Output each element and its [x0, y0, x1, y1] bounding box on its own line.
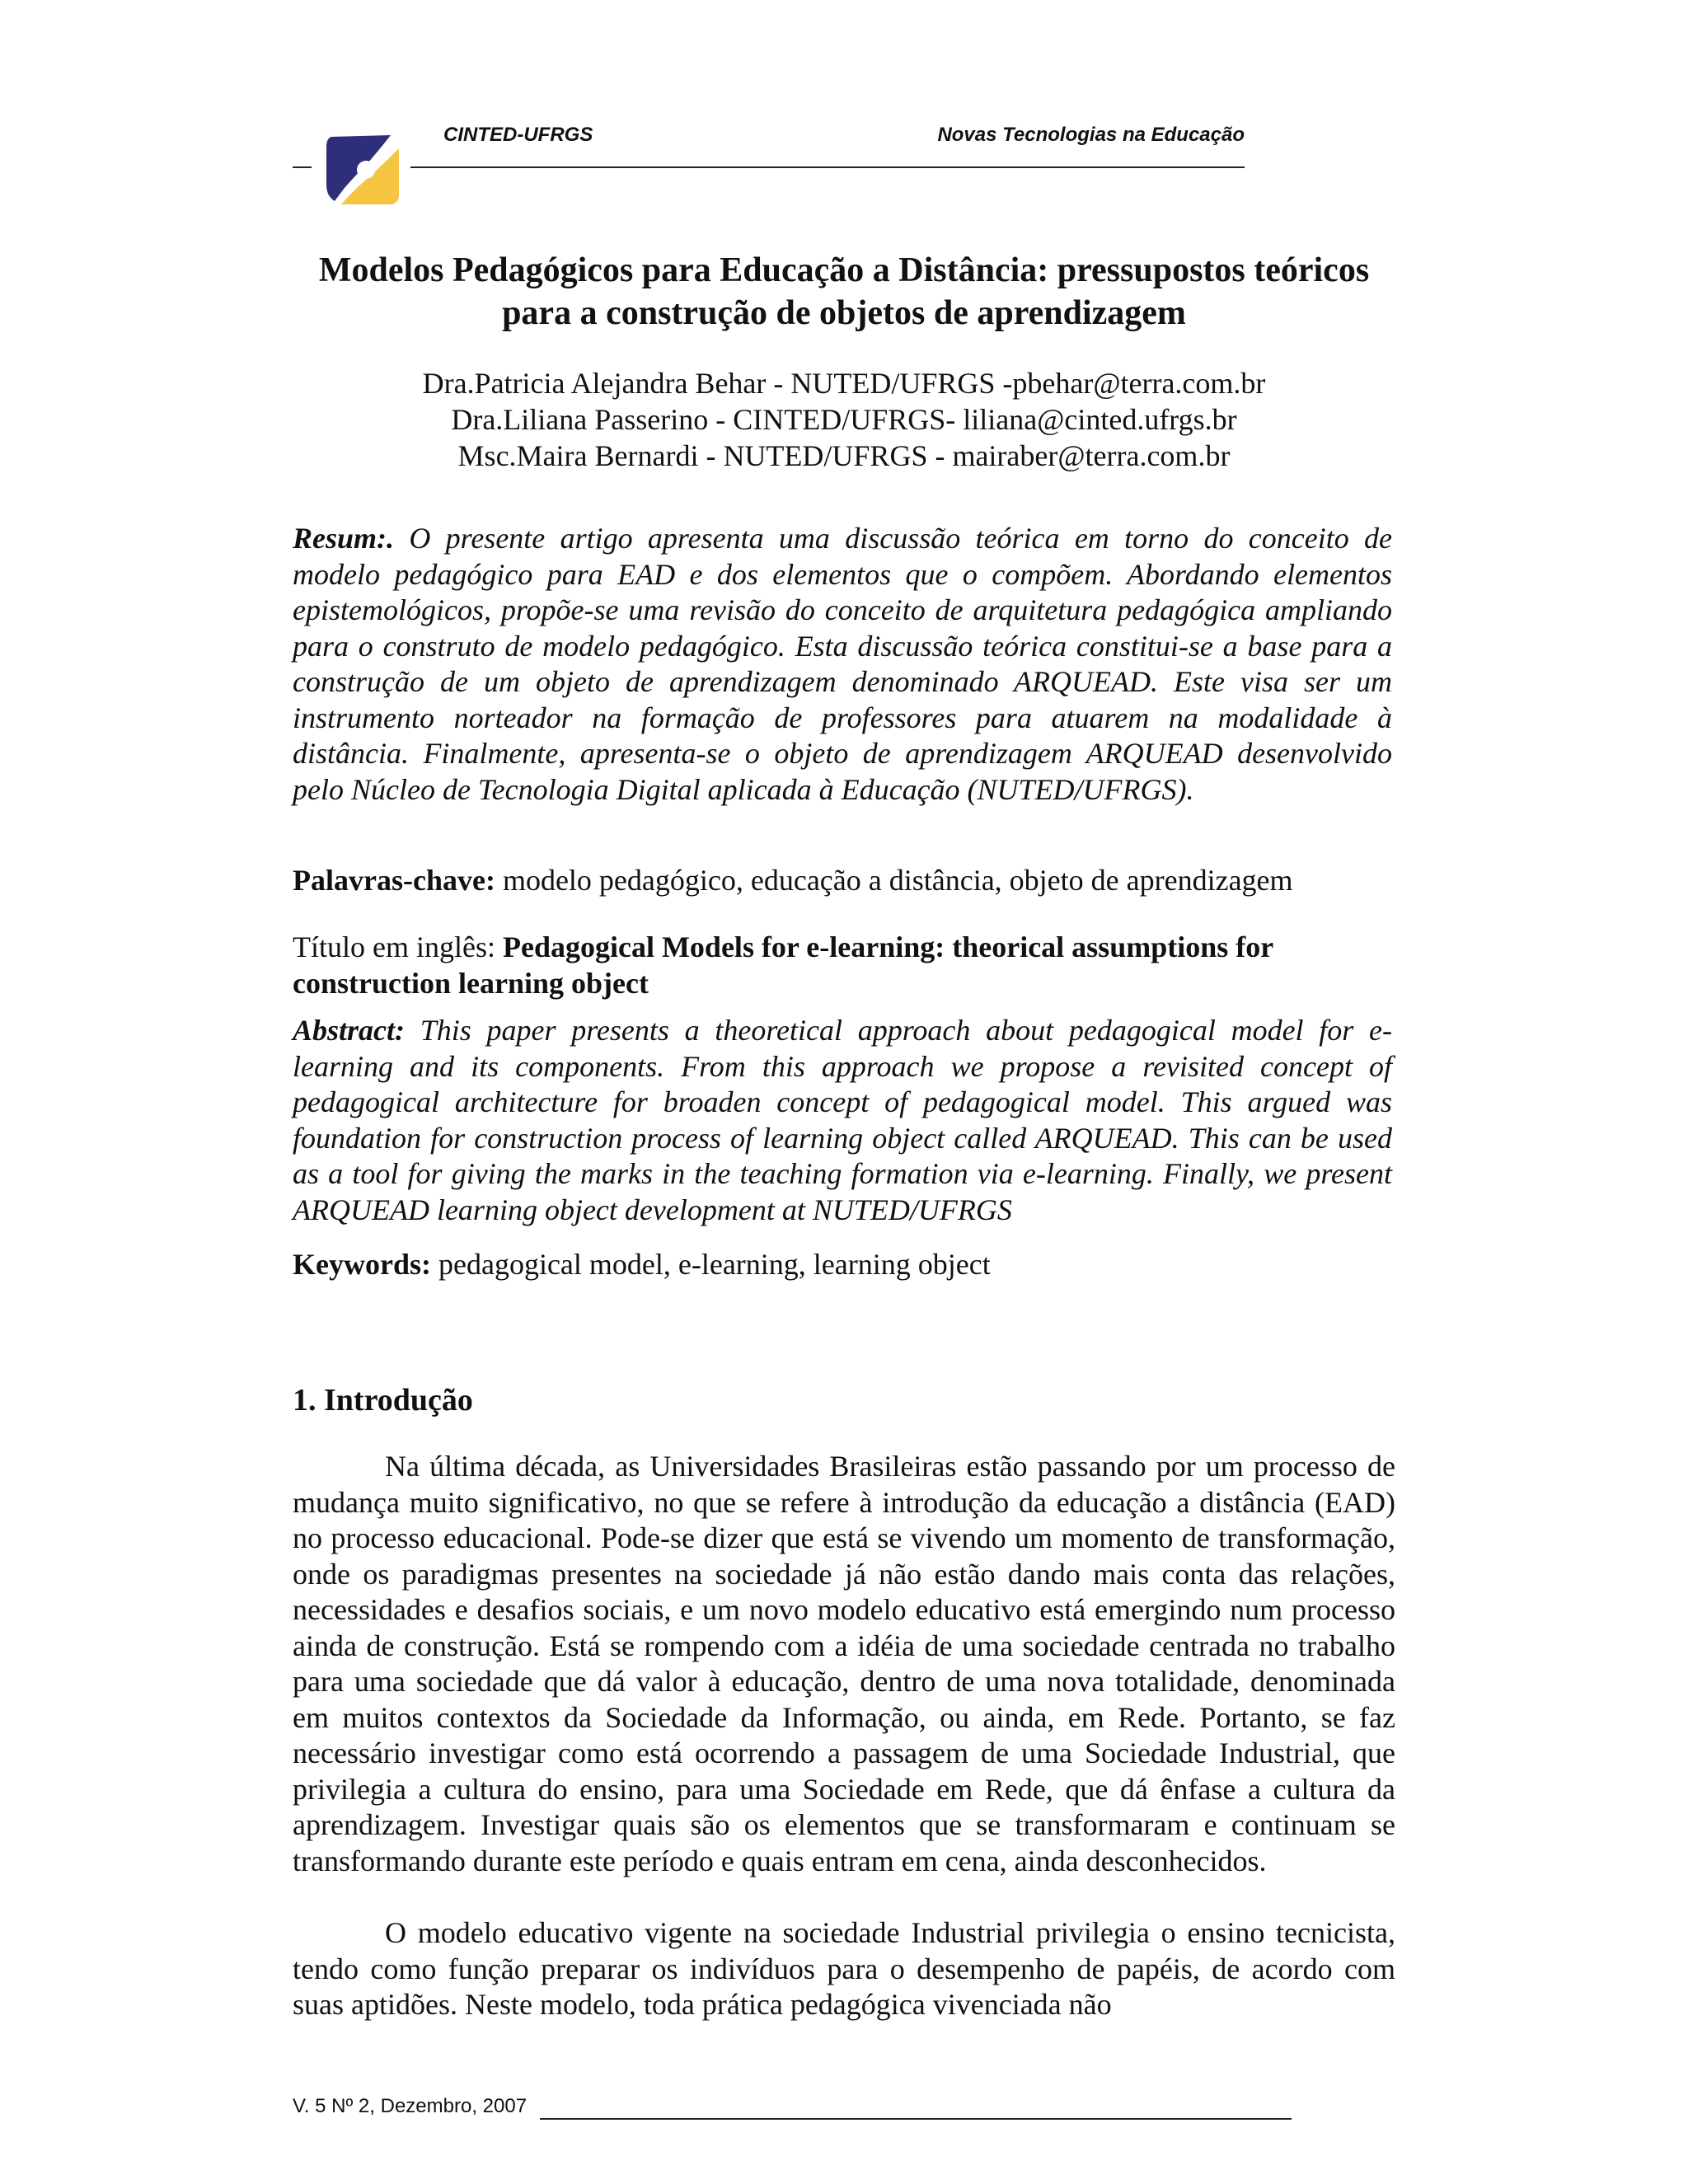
english-title-text: Pedagogical Models for e-learning: theorical assumptions for construction learning object — [293, 930, 1273, 1000]
resumo-text: O presente artigo apresenta uma discussão teórica em torno do conceito de modelo pedagógico para EAD e dos elementos que o compõem. Abordando elementos epistemológicos, propõe-se uma revisão do conceito de arquitetura pedagógica ampliando para o construto de modelo pedagógico. Esta discussão teórica constitui-se a base para a construção de um objeto de aprendizagem denominado ARQUEAD. Este visa ser um instrumento norteador na formação de professores para atuarem na modalidade à distância. Finalmente, apresenta-se o objeto de aprendizagem ARQUEAD desenvolvido pelo Núcleo de Tecnologia Digital aplicada à Educação (NUTED/UFRGS). — [293, 522, 1392, 806]
abstract-label: Abstract: — [293, 1014, 406, 1047]
paper-title: Modelos Pedagógicos para Educação a Distância: pressupostos teóricos para a construção de objetos de aprendizagem — [318, 251, 1370, 332]
cinted-logo-icon — [320, 130, 409, 209]
journal-header-left: CINTED-UFRGS — [443, 124, 593, 146]
abstract-paragraph — [293, 1013, 1392, 1228]
keywords — [293, 1246, 1392, 1282]
english-title-label: Título em inglês: — [293, 930, 495, 963]
palavras-chave-text: modelo pedagógico, educação a distância, objeto de aprendizagem — [502, 864, 1293, 897]
keywords-text: pedagogical model, e-learning, learning object — [438, 1248, 991, 1281]
footer-issue: V. 5 Nº 2, Dezembro, 2007 — [293, 2095, 528, 2117]
author-line: Dra.Patricia Alejandra Behar - NUTED/UFRGS -pbehar@terra.com.br — [422, 367, 1266, 400]
abstract-text: This paper presents a theoretical approach about pedagogical model for e-learning and its components. From this approach we propose a revisited concept of pedagogical architecture for broaden concept of pedagogical model. This argued was foundation for construction process of learning object called ARQUEAD. This can be used as a tool for giving the marks in the teaching formation via e-learning. Finally, we present ARQUEAD learning object development at NUTED/UFRGS — [293, 1014, 1393, 1226]
journal-header-right: Novas Tecnologias na Educação — [937, 124, 1245, 146]
body-paragraph: O modelo educativo vigente na sociedade Industrial privilegia o ensino tecnicista, tendo como função preparar os indivíduos para o desempenho de papéis, de acordo com suas aptidões. Neste modelo, toda prática pedagógica vivenciada não — [293, 1916, 1395, 2021]
resumo-label: Resum:. — [293, 522, 395, 555]
palavras-chave — [293, 862, 1392, 898]
palavras-chave-label: Palavras-chave: — [293, 864, 495, 897]
body-paragraph: Na última década, as Universidades Brasileiras estão passando por um processo de mudança muito significativo, no que se refere à introdução da educação a distância (EAD) no processo educacional. Pode-se dizer que está se vivendo um momento de transformação, onde os paradigmas presentes na sociedade já não estão dando mais conta das relações, necessidades e desafios sociais, e um novo modelo educativo está emergindo num processo ainda de construção. Está se rompendo com a idéia de uma sociedade centrada no trabalho para uma sociedade que dá valor à educação, dentro de uma nova totalidade, denominada em muitos contextos da Sociedade da Informação, ou ainda, em Rede. Portanto, se faz necessário investigar como está ocorrendo a passagem de uma Sociedade Industrial, que privilegia a cultura do ensino, para uma Sociedade em Rede, que dá ênfase a cultura da aprendizagem. Investigar quais são os elementos que se transformaram e continuam se transformando durante este período e quais entram em cena, ainda desconhecidos. — [293, 1450, 1395, 1877]
header-rule-short — [293, 166, 312, 168]
keywords-label: Keywords: — [293, 1248, 431, 1281]
author-line: Dra.Liliana Passerino - CINTED/UFRGS- liliana@cinted.ufrgs.br — [451, 403, 1237, 436]
resumo-paragraph — [293, 521, 1392, 808]
footer-rule — [540, 2118, 1292, 2120]
author-line: Msc.Maira Bernardi - NUTED/UFRGS - mairaber@terra.com.br — [457, 439, 1231, 472]
logo-white-dot — [357, 161, 375, 179]
author-list — [293, 365, 1395, 474]
section-heading: 1. Introdução — [293, 1383, 473, 1418]
english-title — [293, 929, 1392, 1001]
header-rule — [410, 166, 1245, 168]
